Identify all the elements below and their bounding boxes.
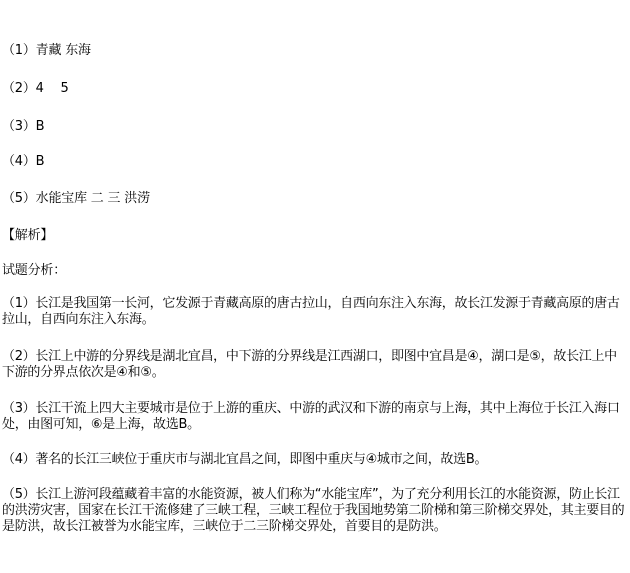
explanation-3: （3）长江干流上四大主要城市是位于上游的重庆、中游的武汉和下游的南京与上海，其中上海位于长江入海口处，由图可知，⑥是上海，故选B。 bbox=[2, 401, 620, 432]
explanation-4: （4）著名的长江三峡位于重庆市与湖北宜昌之间，即图中重庆与④城市之间，故选B。 bbox=[2, 452, 488, 467]
analysis-heading: 【解析】 bbox=[2, 228, 54, 243]
explanation-2: （2）长江上中游的分界线是湖北宜昌，中下游的分界线是江西湖口，即图中宜昌是④，湖口是⑤，故长江上中下游的分界点依次是④和⑤。 bbox=[2, 349, 617, 380]
analysis-intro: 试题分析： bbox=[2, 263, 67, 278]
answer-2: （2）4 5 bbox=[2, 81, 69, 96]
answer-5: （5）水能宝库 二 三 洪涝 bbox=[2, 191, 150, 206]
explanation-5: （5）长江上游河段蕴藏着丰富的水能资源，被人们称为“水能宝库”，为了充分利用长江的水能资源，防止长江的洪涝灾害，国家在长江干流修建了三峡工程，三峡工程位于我国地势第二阶梯和第三阶梯交界处，其主要目的是防洪，故长江被誉为水能宝库，三峡位于二三阶梯交界处，首要目的是防洪。 bbox=[2, 487, 625, 534]
answer-3: （3）B bbox=[2, 119, 45, 134]
answer-1: （1）青藏 东海 bbox=[2, 43, 91, 58]
explanation-1: （1）长江是我国第一长河，它发源于青藏高原的唐古拉山，自西向东注入东海，故长江发源于青藏高原的唐古拉山，自西向东注入东海。 bbox=[2, 296, 620, 327]
answer-4: （4）B bbox=[2, 154, 45, 169]
